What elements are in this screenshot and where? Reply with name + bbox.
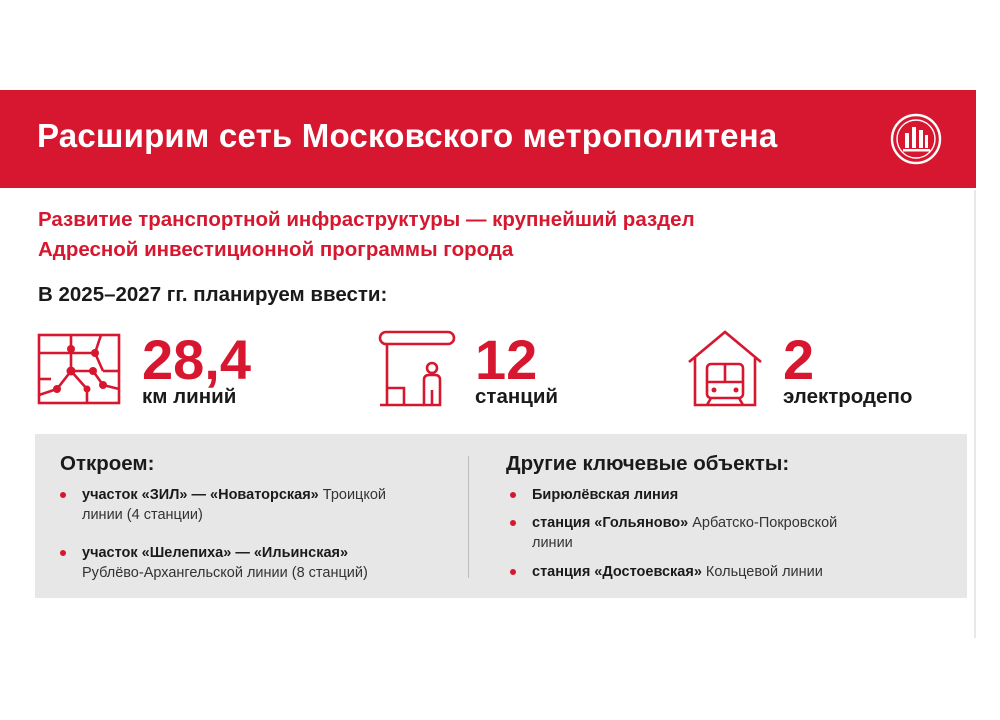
subtitle [38,205,695,265]
item-text-line-2: линии (4 станции) [82,507,203,523]
train-depot-icon [687,330,763,407]
subtitle-line-1: Развитие транспортной инфраструктуры — крупнейший раздел [38,208,695,231]
page-title: Расширим сеть Московского метрополитена [37,117,778,154]
subtitle-line-2: Адресной инвестиционной программы города [38,238,514,261]
list-item [82,485,452,525]
moscow-metro-emblem-icon [890,113,942,165]
bullet-dot [510,492,516,498]
slide-edge-line [974,190,976,638]
stat-km-unit: км линий [142,385,237,408]
item-bold-text: Бирюлёвская линия [532,487,679,503]
list-item [532,485,952,505]
item-bold-text: станция «Гольяново» [532,515,689,531]
bullet-dot [60,550,66,556]
stat-stations-value: 12 [475,328,538,391]
plan-heading: В 2025–2027 гг. планируем ввести: [38,283,388,306]
station-icon [378,330,456,407]
stat-km-value: 28,4 [142,328,251,391]
item-bold-text: участок «Шелепиха» — «Ильинская» [82,545,349,561]
list-item [532,513,952,553]
bullet-dot [510,569,516,575]
item-bold-text: станция «Достоевская» [532,564,702,580]
other-section-heading: Другие ключевые объекты: [506,452,790,475]
item-text-line-2: Рублёво-Архангельской линии (8 станций) [82,565,368,581]
list-item [532,562,952,582]
list-item [82,543,452,583]
open-section-heading: Откроем: [60,452,155,475]
stat-stations-unit: станций [475,385,559,408]
item-text-line-2: линии [532,535,573,551]
item-bold-text: участок «ЗИЛ» — «Новаторская» [82,487,319,503]
bullet-dot [510,520,516,526]
stat-depot-value: 2 [783,328,815,391]
bullet-dot [60,492,66,498]
panel-divider [468,456,469,578]
item-text: Кольцевой линии [701,564,823,580]
metro-map-icon [37,333,121,405]
item-text: Арбатско-Покровской [688,515,838,531]
item-text: Троицкой [318,487,387,503]
stat-depot-unit: электродепо [783,385,913,408]
